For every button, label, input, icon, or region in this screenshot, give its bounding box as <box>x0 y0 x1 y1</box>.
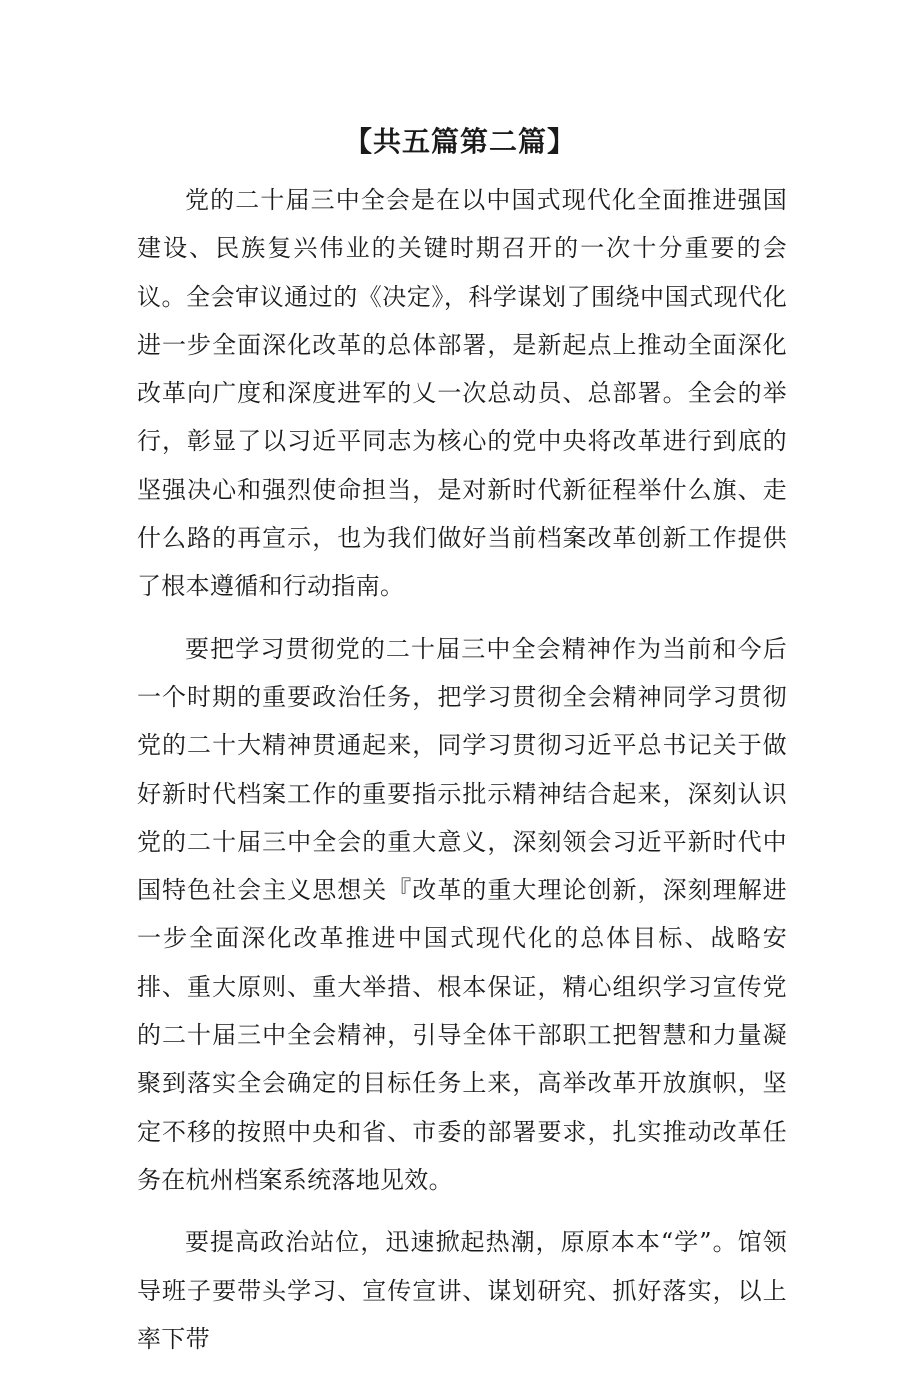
paragraph-1: 党的二十届三中全会是在以中国式现代化全面推进强国建设、民族复兴伟业的关键时期召开的一次十分重要的会议。全会审议通过的《决定》，科学谋划了围绕中国式现代化进一步全面深化改革的总体部署，是新起点上推动全面深化改革向广度和深度进军的乂一次总动员、总部署。全会的举行，彰显了以习近平同志为核心的党中央将改革进行到底的坚强决心和强烈使命担当，是对新时代新征程举什么旗、走什么路的再宣示，也为我们做好当前档案改革创新工作提供了根本遵循和行动指南。 <box>137 186 787 601</box>
paragraph-2: 要把学习贯彻党的二十届三中全会精神作为当前和今后一个时期的重要政治任务，把学习贯彻全会精神同学习贯彻党的二十大精神贯通起来，同学习贯彻习近平总书记关于做好新时代档案工作的重要指示批示精神结合起来，深刻认识党的二十届三中全会的重大意义，深刻领会习近平新时代中国特色社会主义思想关『改革的重大理论创新，深刻理解进一步全面深化改革推进中国式现代化的总体目标、战略安排、重大原则、重大举措、根本保证，精心组织学习宣传党的二十届三中全会精神，引导全体干部职工把智慧和力量凝聚到落实全会确定的目标任务上来，高举改革开放旗帜，坚定不移的按照中央和省、市委的部署要求，扎实推动改革任务在杭州档案系统落地见效。 <box>137 634 787 1194</box>
paragraph-3: 要提高政治站位，迅速掀起热潮，原原本本“学”。馆领导班子要带头学习、宣传宣讲、谋划研究、抓好落实，以上率下带 <box>137 1228 787 1353</box>
document-title: 【共五篇第二篇】 <box>343 125 576 158</box>
document-body <box>137 176 787 1377</box>
